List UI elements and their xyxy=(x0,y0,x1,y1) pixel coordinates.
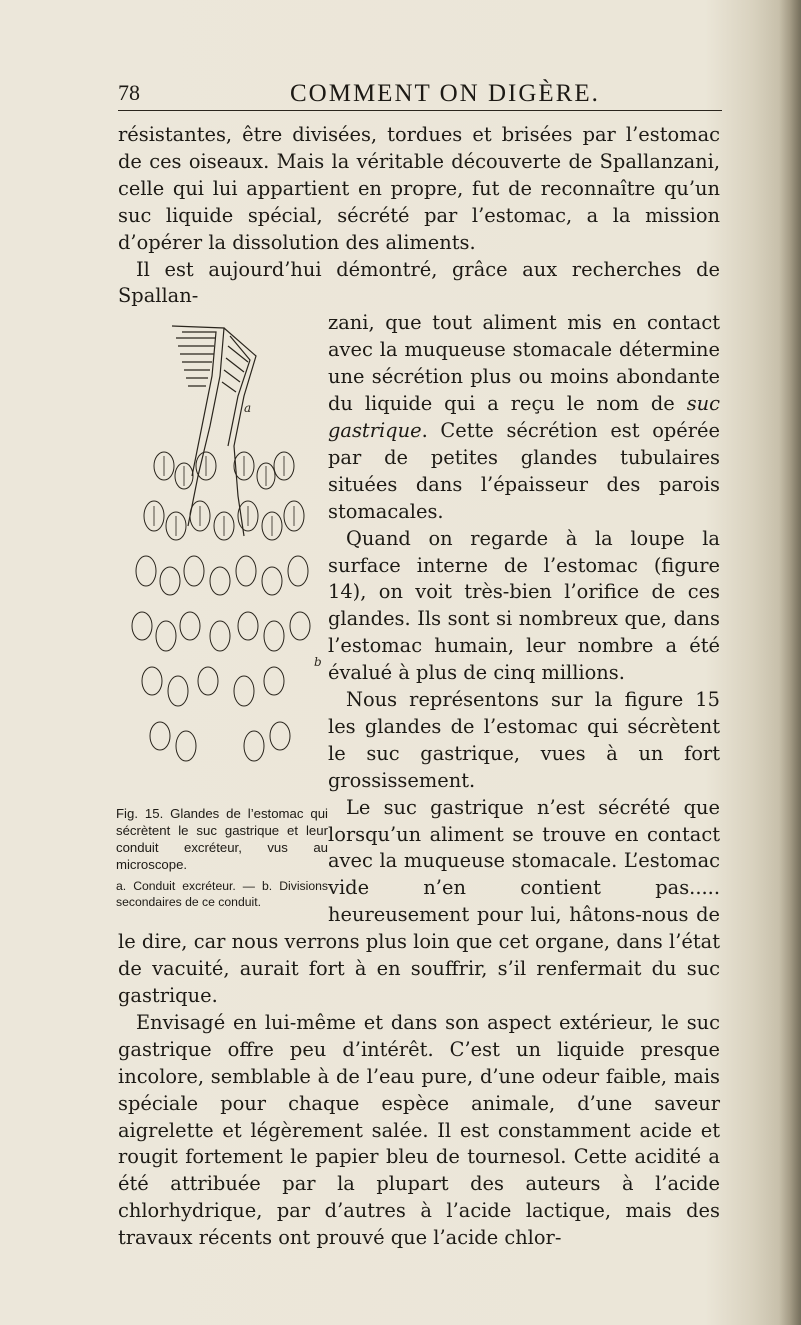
paragraph-3: Quand on regarde à la loupe la surface interne de l’estomac (figure 14), on voit très-bien l’orifice de ces glandes. Ils sont si nombreux que, dans l’estomac humain, leur nombre a été évalué à plus de cinq millions. xyxy=(328,526,720,685)
figure-15 xyxy=(116,310,328,914)
paragraph-5: Le suc gastrique n’est sécrété que lorsqu’un aliment se trouve en contact avec la muqueuse stomacale. L’estomac vide n’en contient pas..... heureusement pour lui, hâtons-nous de le dire, car nous verrons plus loin que cet organe, dans l’état de vacuité, aurait fort à en souffrir, s’il renfermait du suc gastrique. xyxy=(118,795,720,1007)
paragraph-2-italic: suc gastrique xyxy=(328,392,720,442)
paragraph-2-lead xyxy=(118,257,720,311)
paragraph-2-start: Il est aujourd’hui démontré, grâce aux recherches de Spallan- xyxy=(118,257,720,308)
paragraph-2-tail: . Cette sécrétion est opérée par de petites glandes tubulaires situées dans l’épaisseur des parois stomacales. xyxy=(328,418,720,523)
figure-caption xyxy=(116,806,328,911)
paragraph-1: résistantes, être divisées, tordues et brisées par l’estomac de ces oiseaux. Mais la véritable découverte de Spallanzani, celle qui lui appartient en propre, fut de reconnaître qu’un suc liquide spécial, sécrété par l’estomac, a la mission d’opérer la dissolution des aliments. xyxy=(118,123,720,254)
paragraph-2-text: zani, que tout aliment mis en contact avec la muqueuse stomacale détermine une sécrétion plus ou moins abondante du liquide qui a reçu le nom de xyxy=(328,311,720,416)
page-edge-shadow xyxy=(779,0,801,1325)
figure-caption-title: Fig. 15. Glandes de l’estomac qui sécrètent le suc gastrique et leur conduit excréteur, vus au microscope. xyxy=(116,806,328,872)
body-text xyxy=(118,122,720,1252)
running-head: COMMENT ON DIGÈRE. xyxy=(290,80,600,107)
paragraph-4: Nous représentons sur la figure 15 les glandes de l’estomac qui sécrètent le suc gastrique, vues à un fort grossissement. xyxy=(328,688,720,792)
paragraph-6: Envisagé en lui-même et dans son aspect extérieur, le suc gastrique offre peu d’intérêt. C’est un liquide presque incolore, semblable à de l’eau pure, d’une odeur faible, mais spéciale pour chaque espèce animale, d’une saveur aigrelette et légèrement salée. Il est constamment acide et rougit fortement le papier bleu de tournesol. Cette acidité a été attribuée par la plupart des auteurs à l’acide chlorhydrique, par d’autres à l’acide lactique, mais des travaux récents ont prouvé que l’acide chlor- xyxy=(118,1010,720,1250)
page-number: 78 xyxy=(118,80,140,105)
figure-label-b: b xyxy=(314,655,322,670)
figure-legend: a. Conduit excréteur. — b. Divisions secondaires de ce conduit. xyxy=(116,878,328,910)
figure-label-a: a xyxy=(244,401,252,416)
header-rule xyxy=(118,110,722,111)
gastric-glands-illustration xyxy=(124,316,324,796)
